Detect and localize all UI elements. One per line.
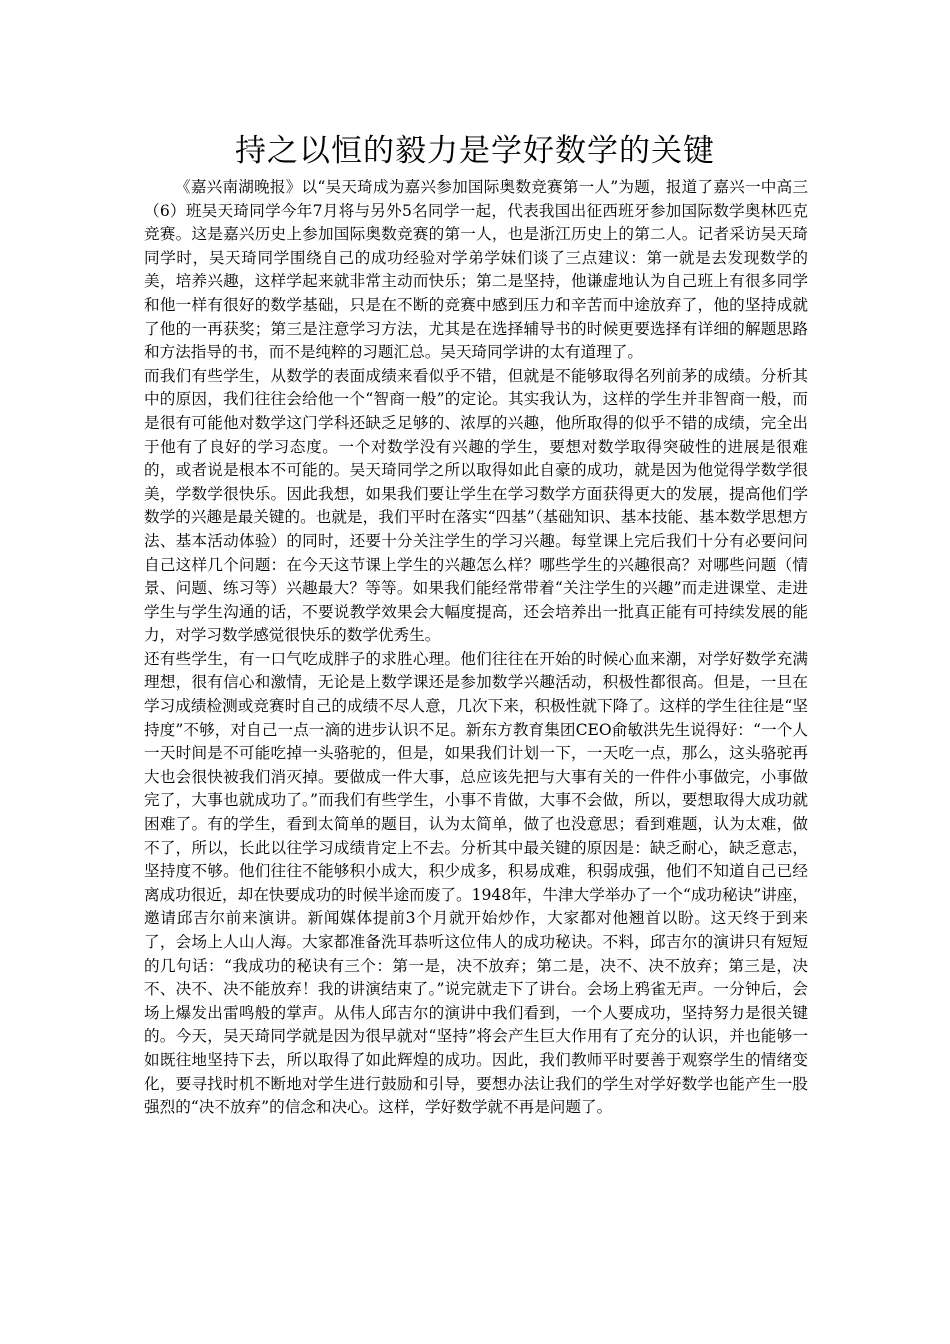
document-title: 持之以恒的毅力是学好数学的关键	[235, 133, 715, 169]
document-body	[144, 176, 808, 1120]
paragraph-1: 《嘉兴南湖晚报》以“吴天琦成为嘉兴参加国际奥数竞赛第一人”为题，报道了嘉兴一中高三（6）班吴天琦同学今年7月将与另外5名同学一起，代表我国出征西班牙参加国际数学奥林匹克竞赛。这是嘉兴历史上参加国际奥数竞赛的第一人，也是浙江历史上的第二人。记者采访吴天琦同学时，吴天琦同学围绕自己的成功经验对学弟学妹们谈了三点建议：第一就是去发现数学的美，培养兴趣，这样学起来就非常主动而快乐；第二是坚持，他谦虚地认为自己班上有很多同学和他一样有很好的数学基础，只是在不断的竞赛中感到压力和辛苦而中途放弃了，他的坚持成就了他的一再获奖；第三是注意学习方法，尤其是在选择辅导书的时候更要选择有详细的解题思路和方法指导的书，而不是纯粹的习题汇总。吴天琦同学讲的太有道理了。	[144, 178, 808, 362]
paragraph-2: 而我们有些学生，从数学的表面成绩来看似乎不错，但就是不能够取得名列前茅的成绩。分析其中的原因，我们往往会给他一个“智商一般”的定论。其实我认为，这样的学生并非智商一般，而是很有可能他对数学这门学科还缺乏足够的、浓厚的兴趣，他所取得的似乎不错的成绩，完全出于他有了良好的学习态度。一个对数学没有兴趣的学生，要想对数学取得突破性的进展是很难的，或者说是根本不可能的。吴天琦同学之所以取得如此自豪的成功，就是因为他觉得学数学很美，学数学很快乐。因此我想，如果我们要让学生在学习数学方面获得更大的发展，提高他们学数学的兴趣是最关键的。也就是，我们平时在落实“四基”（基础知识、基本技能、基本数学思想方法、基本活动体验）的同时，还要十分关注学生的学习兴趣。每堂课上完后我们十分有必要问问自己这样几个问题：在今天这节课上学生的兴趣怎么样？哪些学生的兴趣很高？对哪些问题（情景、问题、练习等）兴趣最大？等等。如果我们能经常带着“关注学生的兴趣”而走进课堂、走进学生与学生沟通的话，不要说教学效果会大幅度提高，还会培养出一批真正能有可持续发展的能力，对学习数学感觉很快乐的数学优秀生。	[144, 366, 808, 645]
paragraph-3: 还有些学生，有一口气吃成胖子的求胜心理。他们往往在开始的时候心血来潮，对学好数学充满理想，很有信心和激情，无论是上数学课还是参加数学兴趣活动，积极性都很高。但是，一旦在学习成绩检测或竞赛时自己的成绩不尽人意，几次下来，积极性就下降了。这样的学生往往是“坚持度”不够，对自己一点一滴的进步认识不足。新东方教育集团CEO俞敏洪先生说得好：“一个人一天时间是不可能吃掉一头骆驼的，但是，如果我们计划一下，一天吃一点，那么，这头骆驼再大也会很快被我们消灭掉。要做成一件大事，总应该先把与大事有关的一件件小事做完，小事做完了，大事也就成功了。”而我们有些学生，小事不肯做，大事不会做，所以，要想取得大成功就困难了。有的学生，看到太简单的题目，认为太简单，做了也没意思；看到难题，认为太难，做不了，所以，长此以往学习成绩肯定上不去。分析其中最关键的原因是：缺乏耐心，缺乏意志，坚持度不够。他们往往不能够积小成大，积少成多，积易成难，积弱成强，他们不知道自己已经离成功很近，却在快要成功的时候半途而废了。1948年，牛津大学举办了一个“成功秘诀”讲座，邀请邱吉尔前来演讲。新闻媒体提前3个月就开始炒作，大家都对他翘首以盼。这天终于到来了，会场上人山人海。大家都准备洗耳恭听这位伟人的成功秘诀。不料，邱吉尔的演讲只有短短的几句话：“我成功的秘诀有三个：第一是，决不放弃；第二是，决不、决不放弃；第三是，决不、决不、决不能放弃！我的讲演结束了。”说完就走下了讲台。会场上鸦雀无声。一分钟后，会场上爆发出雷鸣般的掌声。从伟人邱吉尔的演讲中我们看到，一个人要成功，坚持努力是很关键的。今天，吴天琦同学就是因为很早就对“坚持”将会产生巨大作用有了充分的认识，并也能够一如既往地坚持下去，所以取得了如此辉煌的成功。因此，我们教师平时要善于观察学生的情绪变化，要寻找时机不断地对学生进行鼓励和引导，要想办法让我们的学生对学好数学也能产生一股强烈的“决不放弃”的信念和决心。这样，学好数学就不再是问题了。	[144, 649, 808, 1117]
